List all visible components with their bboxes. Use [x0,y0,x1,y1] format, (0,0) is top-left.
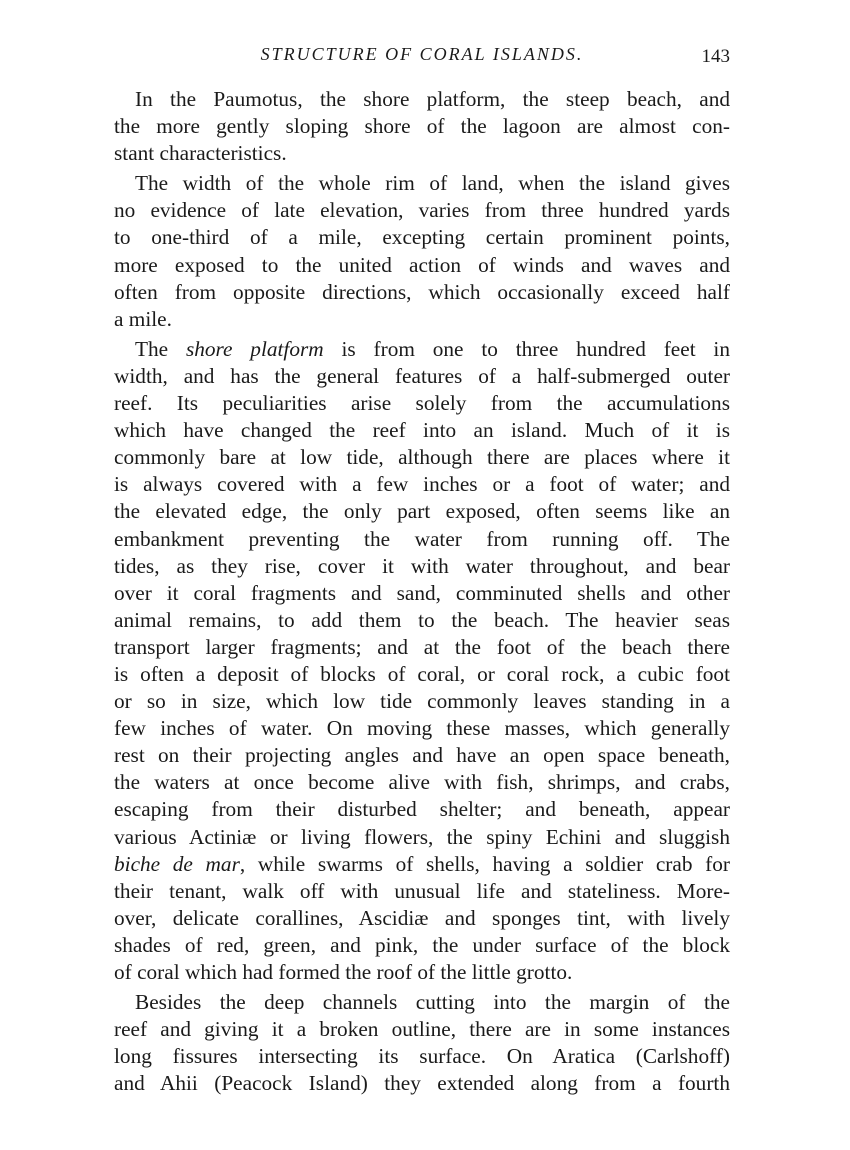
paragraph [114,989,730,1097]
text-line: no evidence of late elevation, varies from three hundred yards [114,198,730,223]
text-line: In the Paumotus, the shore platform, the steep beach, and [135,87,730,111]
text-line [114,336,730,363]
text-line: over, delicate corallines, Ascidiæ and sponges tint, with lively [114,905,730,930]
italic-term: shore platform [185,336,324,361]
text-line: transport larger fragments; and at the foot of the beach there [114,634,730,659]
text-line: rest on their projecting angles and have an open space beneath, [114,743,730,768]
italic-term: biche de mar [114,851,240,876]
text-line: long fissures intersecting its surface. On Aratica (Carlshoff) [114,1044,730,1069]
text-line: shades of red, green, and pink, the under surface of the block [114,932,730,957]
text-line: to one-third of a mile, excepting certain prominent points, [114,225,730,250]
text-line: stant characteristics. [114,141,287,166]
text-run: is from one to three hundred feet in [323,336,730,361]
text-line: embankment preventing the water from running off. The [114,526,730,551]
text-line: various Actiniæ or living flowers, the spiny Echini and sluggish [114,824,730,849]
text-line: escaping from their disturbed shelter; and beneath, appear [114,797,730,822]
paragraph [114,170,730,333]
page-number: 143 [701,46,730,67]
text-line: few inches of water. On moving these masses, which generally [114,716,730,741]
text-line: of coral which had formed the roof of the little grotto. [114,960,573,984]
text-line: or so in size, which low tide commonly leaves standing in a [114,689,730,714]
text-line: their tenant, walk off with unusual life and stateliness. More- [114,878,730,903]
text-line: a mile. [114,306,172,331]
paragraph [114,86,730,167]
text-run: The [135,336,186,361]
text-line: The width of the whole rim of land, when the island gives [135,171,730,196]
text-line: commonly bare at low tide, although there are places where it [114,445,730,470]
text-line: Besides the deep channels cutting into the margin of the [135,990,730,1015]
text-line: the more gently sloping shore of the lagoon are almost con- [114,114,730,139]
text-line: and Ahii (Peacock Island) they extended along from a fourth [114,1071,730,1096]
text-line: animal remains, to add them to the beach. The heavier seas [114,607,730,632]
text-line: which have changed the reef into an island. Much of it is [114,418,730,443]
running-title: STRUCTURE OF CORAL ISLANDS. [260,44,584,64]
text-line: often from opposite directions, which occasionally exceed half [114,279,730,304]
text-line: more exposed to the united action of winds and waves and [114,252,730,277]
text-line [114,851,730,878]
text-line: reef and giving it a broken outline, there are in some instances [114,1017,730,1042]
text-line: reef. Its peculiarities arise solely from the accumulations [114,391,730,416]
running-head [114,42,730,72]
text-line: is often a deposit of blocks of coral, or coral rock, a cubic foot [114,661,730,686]
text-line: is always covered with a few inches or a foot of water; and [114,472,730,497]
text-run: , while swarms of shells, having a soldier crab for [239,851,730,876]
text-line: over it coral fragments and sand, comminuted shells and other [114,580,730,605]
text-line: width, and has the general features of a half-submerged outer [114,363,730,388]
body-text [114,86,730,1097]
paragraph [114,336,730,986]
text-line: tides, as they rise, cover it with water throughout, and bear [114,553,730,578]
text-line: the elevated edge, the only part exposed, often seems like an [114,499,730,524]
text-line: the waters at once become alive with fish, shrimps, and crabs, [114,770,730,795]
